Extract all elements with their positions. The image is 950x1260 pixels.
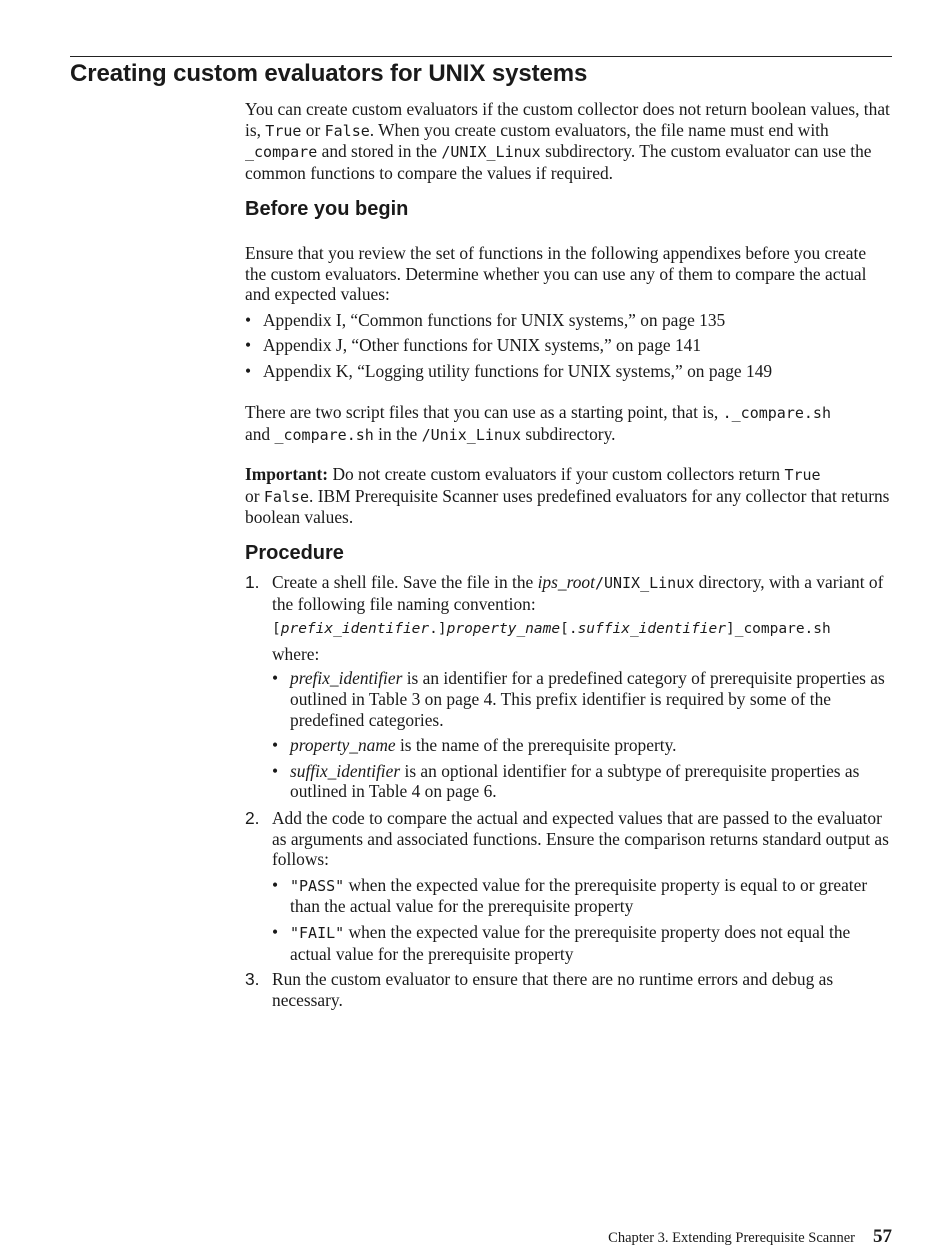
scripts-text: in the xyxy=(373,423,422,444)
code-pass: "PASS" xyxy=(290,876,345,895)
code-compare-sh: _compare.sh xyxy=(274,425,374,444)
term-item xyxy=(272,761,890,802)
procedure-section xyxy=(245,572,890,1010)
scripts-section xyxy=(245,402,890,445)
before-paragraph: Ensure that you review the set of functions in the following appendixes before you create the custom evaluators. Determine whether you can use any of them to compare the actual and expected values: xyxy=(245,243,867,305)
conv-prefix: prefix_identifier xyxy=(280,621,430,638)
naming-convention xyxy=(272,619,890,640)
page-title: Creating custom evaluators for UNIX systems xyxy=(70,60,588,87)
output-item xyxy=(272,875,890,917)
page-footer xyxy=(0,1226,892,1248)
step-text: Run the custom evaluator to ensure that there are no runtime errors and debug as necessary. xyxy=(272,969,834,1010)
intro-paragraph xyxy=(245,99,890,183)
important-text: . IBM Prerequisite Scanner uses predefined evaluators for any collector that returns boolean values. xyxy=(245,485,890,528)
conv-part: [ xyxy=(272,621,281,638)
term-item xyxy=(272,735,890,756)
where-label: where: xyxy=(272,643,320,664)
step-text-part: directory, with a variant of the following file naming convention: xyxy=(272,572,884,614)
important-label: Important: xyxy=(245,464,329,484)
code-dot-compare-sh: ._compare.sh xyxy=(722,404,831,422)
before-heading: Before you begin xyxy=(245,198,409,220)
term-desc: is the name of the prerequisite property. xyxy=(395,735,677,756)
code-fail: "FAIL" xyxy=(290,923,345,942)
appendix-item: • Appendix K, “Logging utility functions for UNIX systems,” on page 149 xyxy=(245,361,890,382)
important-text: or xyxy=(245,485,264,506)
term-desc: is an identifier for a predefined category of prerequisite properties as outlined in Table 3 on page 4. This prefix identifier is required by some of the predefined categories. xyxy=(290,668,885,730)
scripts-paragraph xyxy=(245,402,890,445)
code-false: False xyxy=(263,487,309,506)
intro-section xyxy=(245,99,890,183)
ips-root-term: ips_root xyxy=(537,572,595,592)
procedure-step-3 xyxy=(245,969,890,1010)
term-name: suffix_identifier xyxy=(290,760,401,781)
code-false: False xyxy=(324,121,370,140)
intro-text: . When you create custom evaluators, the file name must end with xyxy=(369,119,829,140)
step-number: 1. xyxy=(245,572,260,592)
conv-part: .] xyxy=(429,621,447,638)
code-unix-linux: /Unix_Linux xyxy=(421,425,521,444)
appendix-item: • Appendix I, “Common functions for UNIX systems,” on page 135 xyxy=(245,310,890,331)
term-list xyxy=(272,668,890,802)
conv-suffix: suffix_identifier xyxy=(577,621,726,638)
top-rule xyxy=(70,56,892,57)
step-text xyxy=(272,572,890,614)
important-paragraph xyxy=(245,464,890,528)
appendix-list xyxy=(245,310,890,382)
procedure-step-2 xyxy=(245,808,890,964)
code-true: True xyxy=(784,466,821,484)
conv-property: property_name xyxy=(446,621,561,638)
page-number: 57 xyxy=(873,1226,892,1247)
procedure-steps xyxy=(245,572,890,1010)
output-desc: when the expected value for the prerequisite property is equal to or greater than the actual value for the prerequisite property xyxy=(290,874,868,917)
step-number: 3. xyxy=(245,969,260,990)
intro-text: or xyxy=(301,119,325,140)
conv-part: [. xyxy=(560,621,578,638)
term-desc: is an optional identifier for a subtype of prerequisite properties as outlined in Table 4 on page 6. xyxy=(290,760,860,802)
output-item xyxy=(272,922,890,964)
term-name: prefix_identifier xyxy=(290,668,403,689)
important-section xyxy=(245,464,890,528)
intro-text: You can create custom evaluators if the custom collector does not return boolean values, that is, xyxy=(245,99,890,140)
important-text: Do not create custom evaluators if your custom collectors return xyxy=(328,464,785,484)
step-text: Add the code to compare the actual and expected values that are passed to the evaluator as arguments and associated functions. Ensure the comparison returns standard output as follows: xyxy=(272,807,889,870)
before-section xyxy=(245,243,890,382)
code-unix-linux: /UNIX_Linux xyxy=(594,574,695,592)
intro-text: and stored in the xyxy=(317,141,442,162)
code-true: True xyxy=(265,121,302,140)
appendix-item: • Appendix J, “Other functions for UNIX systems,” on page 141 xyxy=(245,335,890,356)
conv-part: ]_compare.sh xyxy=(725,621,831,638)
procedure-heading: Procedure xyxy=(245,542,344,564)
output-list xyxy=(272,875,890,964)
scripts-text: There are two script files that you can use as a starting point, that is, xyxy=(245,402,723,422)
step-text-part: Create a shell file. Save the file in the xyxy=(272,572,538,592)
step-number: 2. xyxy=(245,807,260,828)
output-desc: when the expected value for the prerequisite property does not equal the actual value for the prerequisite property xyxy=(290,921,851,964)
intro-text: subdirectory. The custom evaluator can use the common functions to compare the values if required. xyxy=(245,141,872,183)
scripts-text: and xyxy=(245,423,275,444)
term-name: property_name xyxy=(290,735,396,756)
code-unix-linux: /UNIX_Linux xyxy=(441,143,541,162)
footer-chapter: Chapter 3. Extending Prerequisite Scanner xyxy=(608,1230,855,1246)
scripts-text: subdirectory. xyxy=(520,423,616,444)
procedure-step-1 xyxy=(245,572,890,802)
code-compare: _compare xyxy=(245,143,318,162)
term-item xyxy=(272,668,890,730)
